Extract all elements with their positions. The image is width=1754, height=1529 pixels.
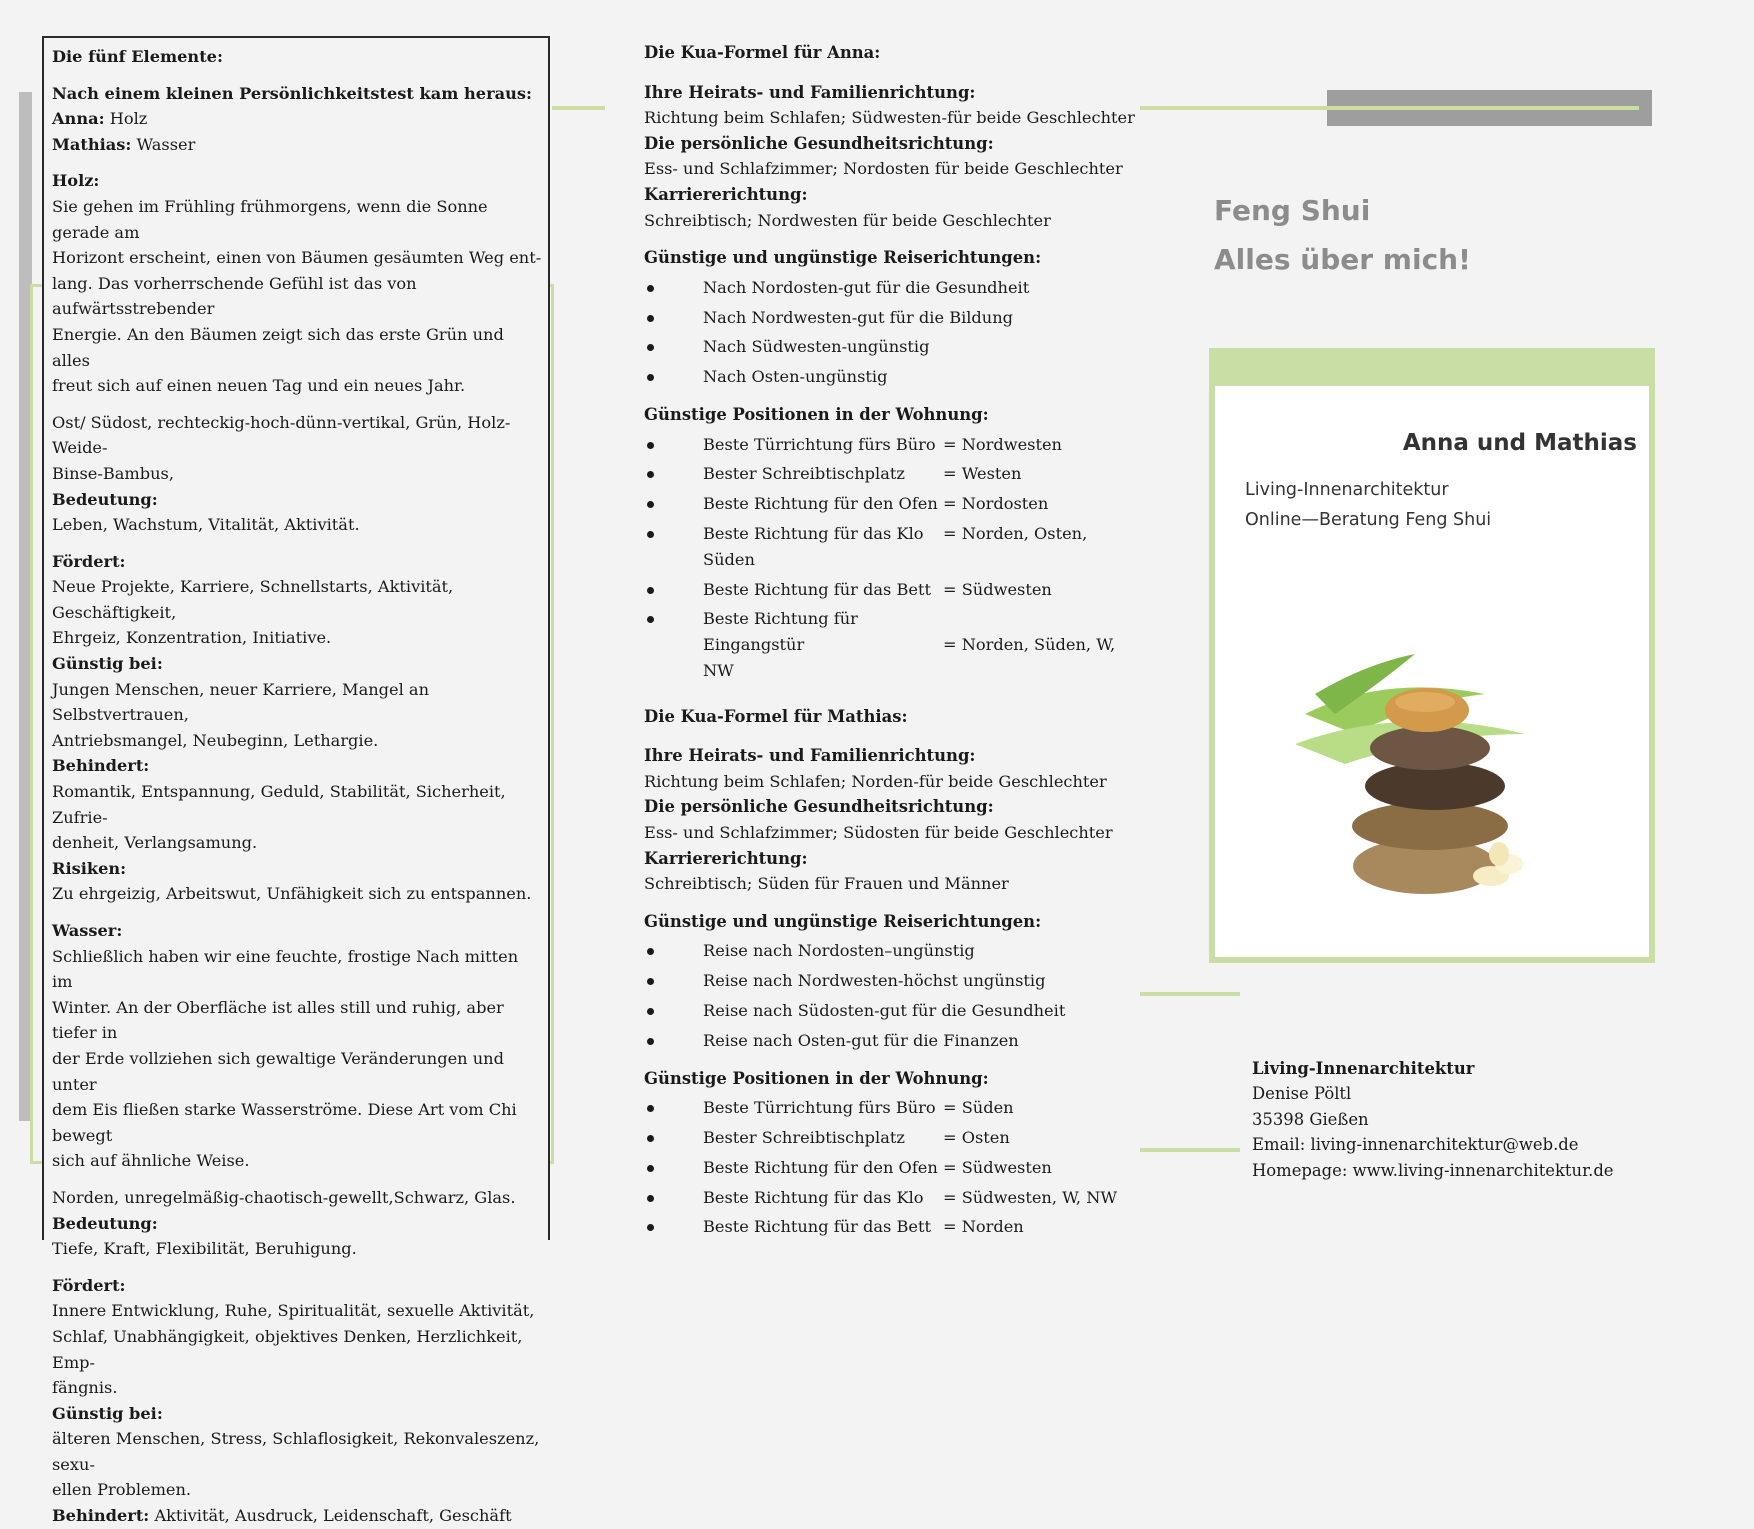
holz-behindert-line: Romantik, Entspannung, Geduld, Stabilität, Sicherheit, Zufrie- [52,782,506,827]
anna-heirat: Richtung beim Schlafen; Südwesten-für beide Geschlechter [644,108,1135,128]
anna-kua-title: Die Kua-Formel für Anna: [644,43,881,62]
list-item-text: Nach Nordosten-gut für die Gesundheit [703,277,1030,297]
mathias-positionen-list [644,1095,1144,1240]
position-value: = Nordwesten [943,434,1062,454]
bullet-icon [647,1165,654,1172]
contact-company: Living-Innenarchitektur [1252,1059,1475,1078]
list-item-text: Nach Nordwesten-gut für die Bildung [703,307,1014,327]
holz-risiken-label: Risiken: [52,858,127,878]
contact-block [1252,1056,1614,1183]
holz-behindert-label: Behindert: [52,756,150,776]
bullet-icon [647,1008,654,1015]
bullet-icon [647,948,654,955]
bullet-icon [647,587,654,594]
position-value-continued: NW [703,660,734,680]
list-item-text: Reise nach Nordwesten-höchst ungünstig [703,971,1046,991]
holz-line: Horizont erscheint, einen von Bäumen gesäumten Weg ent- [52,248,542,268]
anna-positionen-label: Günstige Positionen in der Wohnung: [644,404,989,424]
wasser-guenstig-line: älteren Menschen, Stress, Schlaflosigkeit, Rekonvaleszenz, sexu- [52,1429,540,1474]
list-item [644,364,1144,390]
mathias-gesund-label: Die persönliche Gesundheitsrichtung: [644,797,994,817]
list-item [644,432,1144,458]
position-item: Beste Richtung für Eingangstür [703,609,858,655]
bullet-icon [647,1195,654,1202]
list-item [644,334,1144,360]
title-subtitle: Alles über mich! [1214,243,1471,276]
wasser-foerdert-line: Schlaf, Unabhängigkeit, objektives Denken, Herzlichkeit, Emp- [52,1326,523,1372]
stone-highlight [1395,692,1455,712]
mathias-kua-title: Die Kua-Formel für Mathias: [644,706,908,726]
bullet-icon [647,471,654,478]
bullet-icon [647,616,654,623]
bullet-icon [647,374,654,381]
mathias-heirat-label: Ihre Heirats- und Familienrichtung: [644,746,976,766]
position-item: Beste Richtung für den Ofen [703,1157,938,1177]
wasser-guenstig-line: ellen Problemen. [52,1480,192,1500]
bullet-icon [647,285,654,292]
holz-bedeutung-label: Bedeutung: [52,489,158,509]
bullet-icon [647,1135,654,1142]
contact-homepage: Homepage: www.living-innenarchitektur.de [1252,1160,1614,1180]
mathias-reise-list [644,938,1144,1053]
holz-behindert-line: denheit, Verlangsamung. [52,833,258,853]
elements-heading: Die fünf Elemente: [52,47,223,66]
holz-line: Sie gehen im Frühling frühmorgens, wenn die Sonne gerade am [52,196,488,242]
position-item: Beste Richtung für den Ofen [703,494,938,514]
holz-foerdert-line: Ehrgeiz, Konzentration, Initiative. [52,628,332,648]
mathias-karriere-label: Karriererichtung: [644,848,808,868]
holz-line: freut sich auf einen neuen Tag und ein neues Jahr. [52,376,466,396]
wasser-behindert-label: Behindert: [52,1506,150,1526]
position-value: = Westen [943,464,1022,484]
holz-title: Holz: [52,171,100,191]
position-value: = Südwesten [943,1157,1052,1177]
holz-attr-line: Ost/ Südost, rechteckig-hoch-dünn-vertikal, Grün, Holz-Weide- [52,412,511,458]
bullet-icon [647,1105,654,1112]
holz-line: Energie. An den Bäumen zeigt sich das erste Grün und alles [52,324,504,370]
card-names: Anna und Mathias [1402,430,1637,456]
elements-panel [42,36,550,1526]
bullet-icon [647,442,654,449]
wasser-line: Winter. An der Oberfläche ist alles still und ruhig, aber tiefer in [52,997,504,1043]
position-value: = Südwesten [943,579,1052,599]
contact-person: Denise Pöltl [1252,1084,1352,1104]
list-item [644,491,1144,517]
wasser-foerdert-line: Innere Entwicklung, Ruhe, Spiritualität, sexuelle Aktivität, [52,1301,535,1321]
cover-card [1209,348,1655,963]
list-item [644,1185,1144,1211]
zen-stones-image [1295,654,1595,914]
position-item: Bester Schreibtischplatz [703,464,905,484]
position-value: = Süden [943,1098,1014,1118]
holz-risiken: Zu ehrgeizig, Arbeitswut, Unfähigkeit sich zu entspannen. [52,884,532,904]
wasser-line: Schließlich haben wir eine feuchte, frostige Nach mitten im [52,946,519,992]
holz-guenstig-line: Antriebsmangel, Neubeginn, Lethargie. [52,730,379,750]
contact-city: 35398 Gießen [1252,1109,1369,1129]
holz-line: lang. Das vorherrschende Gefühl ist das von aufwärtsstrebender [52,273,417,319]
mathias-gesund: Ess- und Schlafzimmer; Südosten für beide Geschlechter [644,823,1113,843]
list-item [644,1155,1144,1181]
list-item-text: Nach Südwesten-ungünstig [703,337,930,357]
anna-reise-label: Günstige und ungünstige Reiserichtungen: [644,248,1042,268]
anna-reise-list [644,275,1144,390]
divider-line-low [1140,1148,1240,1152]
list-item [644,1214,1144,1240]
bullet-icon [647,1224,654,1231]
anna-heirat-label: Ihre Heirats- und Familienrichtung: [644,82,976,102]
wasser-guenstig-label: Günstig bei: [52,1403,163,1423]
divider-line-left [552,106,605,110]
position-value: = Norden [943,1217,1024,1237]
mathias-element: Wasser [136,134,196,154]
bullet-icon [647,531,654,538]
position-item: Beste Richtung für das Bett [703,579,931,599]
bullet-icon [647,501,654,508]
mathias-karriere: Schreibtisch; Süden für Frauen und Männer [644,874,1009,894]
list-item [644,938,1144,964]
list-item [644,305,1144,331]
list-item [644,577,1144,603]
bullet-icon [647,344,654,351]
contact-email: Email: living-innenarchitektur@web.de [1252,1135,1579,1155]
position-value: = Südwesten, W, NW [943,1187,1118,1207]
holz-guenstig-label: Günstig bei: [52,654,163,674]
list-item [644,998,1144,1024]
list-item [644,1095,1144,1121]
position-item: Beste Richtung für das Bett [703,1217,931,1237]
list-item [644,275,1144,301]
mathias-reise-label: Günstige und ungünstige Reiserichtungen: [644,911,1042,931]
list-item-text: Reise nach Nordosten–ungünstig [703,941,975,961]
title-feng-shui: Feng Shui [1214,194,1371,227]
list-item [644,968,1144,994]
wasser-foerdert-line: fängnis. [52,1378,118,1398]
card-service: Online—Beratung Feng Shui [1245,510,1492,530]
card-company: Living-Innenarchitektur [1245,480,1449,500]
wasser-behindert: Aktivität, Ausdruck, Leidenschaft, Geschäft [154,1506,512,1526]
mathias-heirat: Richtung beim Schlafen; Norden-für beide Geschlechter [644,771,1107,791]
test-heading: Nach einem kleinen Persönlichkeitstest kam heraus: [52,83,532,103]
anna-gesund-label: Die persönliche Gesundheitsrichtung: [644,133,994,153]
list-item [644,461,1144,487]
list-item [644,1028,1144,1054]
holz-bedeutung: Leben, Wachstum, Vitalität, Aktivität. [52,515,360,535]
holz-foerdert-label: Fördert: [52,551,126,571]
list-item-text: Nach Osten-ungünstig [703,367,888,387]
anna-positionen-list [644,432,1144,684]
bullet-icon [647,315,654,322]
list-item [644,521,1144,573]
list-item [644,606,1144,683]
wasser-attr: Norden, unregelmäßig-chaotisch-gewellt,Schwarz, Glas. [52,1187,516,1207]
position-value: = Nordosten [943,494,1049,514]
anna-label: Anna: [52,109,105,129]
mathias-positionen-label: Günstige Positionen in der Wohnung: [644,1068,989,1088]
position-item: Beste Richtung für das Klo [703,523,924,543]
position-item: Beste Türrichtung fürs Büro [703,1098,936,1118]
holz-guenstig-line: Jungen Menschen, neuer Karriere, Mangel an Selbstvertrauen, [52,679,429,725]
stone-shape [1370,726,1490,770]
wasser-foerdert-label: Fördert: [52,1275,126,1295]
list-item-text: Reise nach Südosten-gut für die Gesundheit [703,1001,1066,1021]
wasser-line: sich auf ähnliche Weise. [52,1151,250,1171]
mathias-label: Mathias: [52,134,132,154]
divider-line-mid [1140,992,1240,996]
holz-attr-line: Binse-Bambus, [52,463,174,483]
anna-gesund: Ess- und Schlafzimmer; Nordosten für beide Geschlechter [644,159,1123,179]
anna-karriere-label: Karriererichtung: [644,184,808,204]
wasser-line: dem Eis fließen starke Wasserströme. Diese Art vom Chi bewegt [52,1100,517,1145]
position-item: Beste Türrichtung fürs Büro [703,434,936,454]
wasser-line: der Erde vollziehen sich gewaltige Veränderungen und unter [52,1048,504,1094]
anna-element: Holz [109,109,148,129]
wasser-bedeutung: Tiefe, Kraft, Flexibilität, Beruhigung. [52,1239,357,1259]
bullet-icon [647,1038,654,1045]
position-value: = Osten [943,1128,1010,1148]
position-item: Bester Schreibtischplatz [703,1128,905,1148]
list-item [644,1125,1144,1151]
anna-karriere: Schreibtisch; Nordwesten für beide Geschlechter [644,210,1051,230]
kua-column [644,40,1144,1244]
wasser-bedeutung-label: Bedeutung: [52,1213,158,1233]
wasser-title: Wasser: [52,921,123,940]
position-item: Beste Richtung für das Klo [703,1187,924,1207]
top-green-line [1327,106,1639,110]
bullet-icon [647,978,654,985]
list-item-text: Reise nach Osten-gut für die Finanzen [703,1030,1019,1050]
position-value: = Norden, Süden, W, [943,635,1116,655]
position-value: = Norden, Osten, Süden [703,523,1088,569]
card-green-band [1215,354,1649,386]
holz-foerdert-line: Neue Projekte, Karriere, Schnellstarts, Aktivität, Geschäftigkeit, [52,577,454,622]
